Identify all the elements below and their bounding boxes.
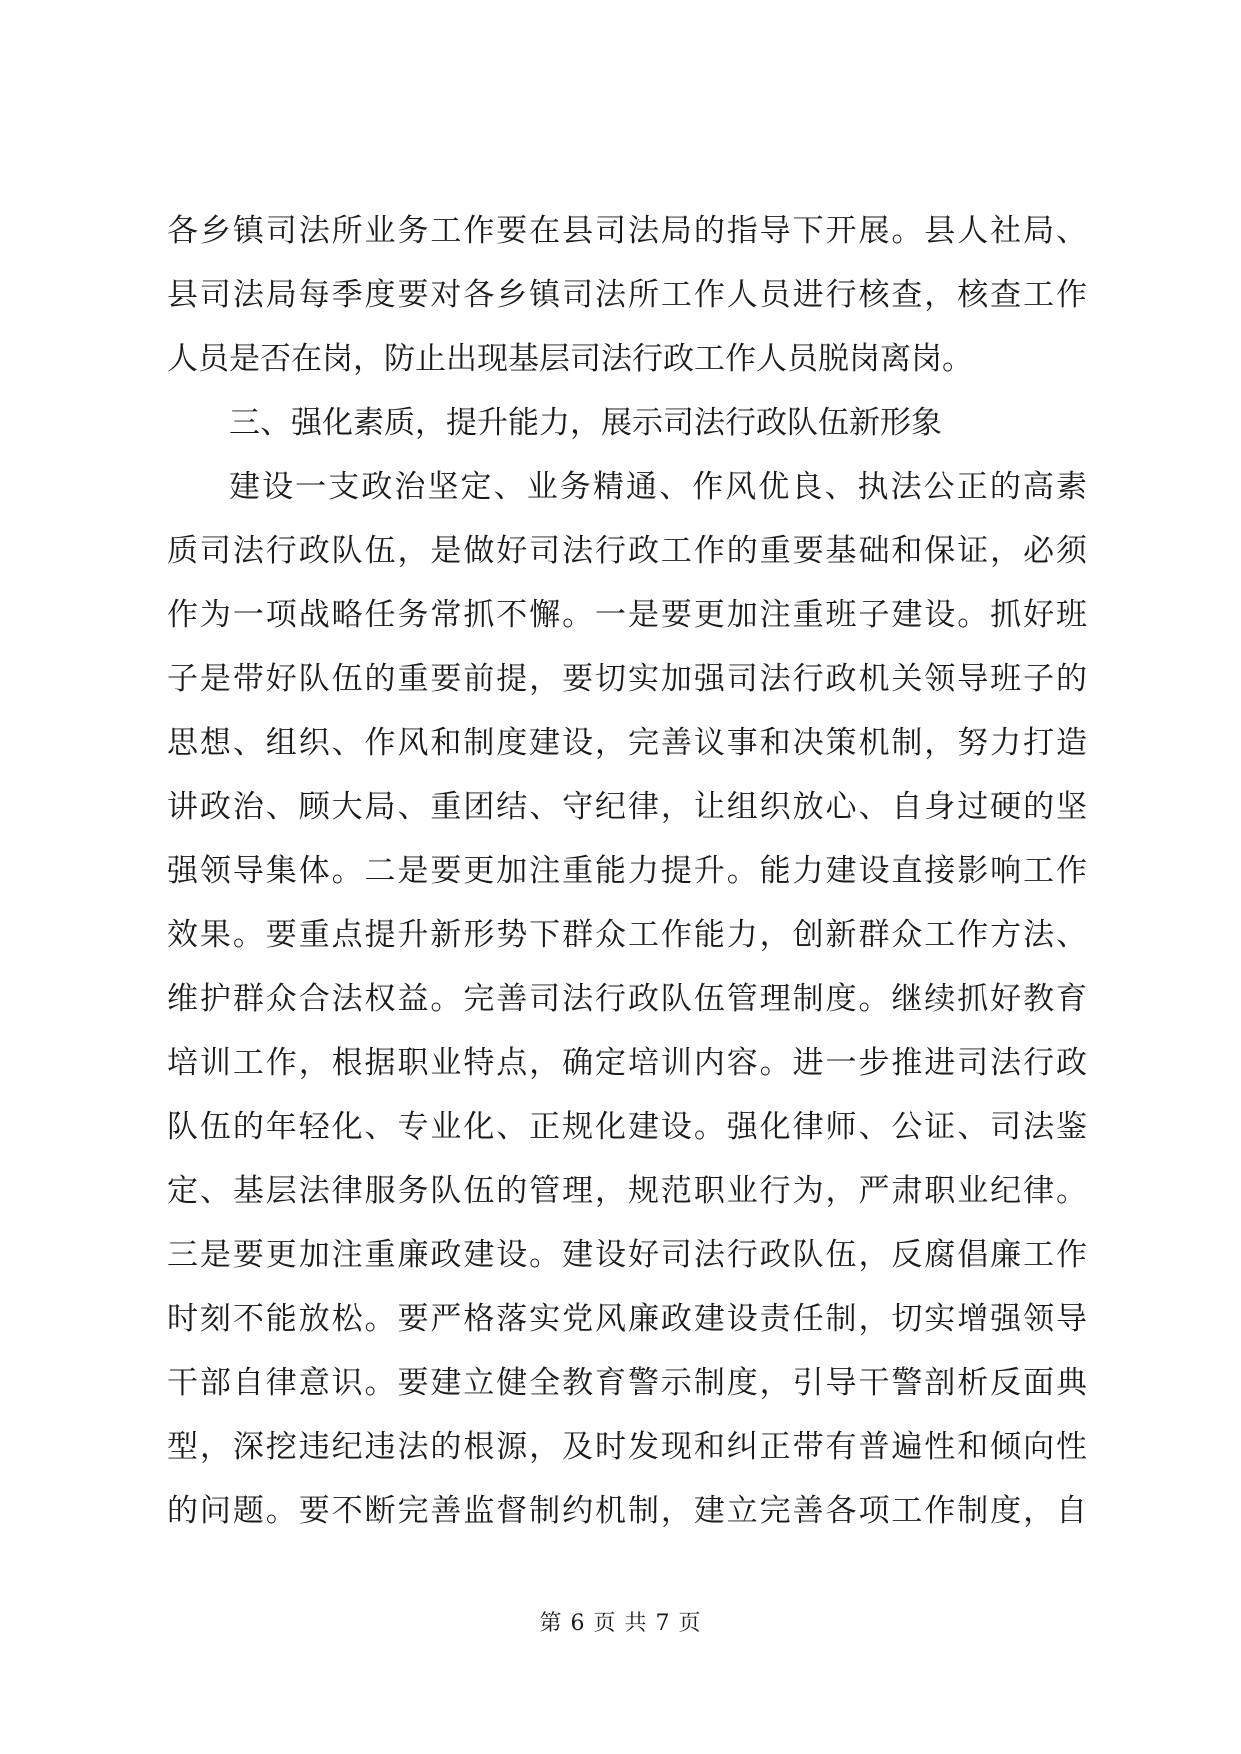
text-line: 质司法行政队伍，是做好司法行政工作的重要基础和保证，必须	[167, 533, 1087, 569]
text-line: 效果。要重点提升新形势下群众工作能力，创新群众工作方法、	[167, 917, 1087, 953]
text-line: 强领导集体。二是要更加注重能力提升。能力建设直接影响工作	[167, 853, 1087, 889]
text-line: 县司法局每季度要对各乡镇司法所工作人员进行核查，核查工作	[167, 277, 1087, 313]
text-line: 队伍的年轻化、专业化、正规化建设。强化律师、公证、司法鉴	[167, 1109, 1087, 1145]
text-line: 干部自律意识。要建立健全教育警示制度，引导干警剖析反面典	[167, 1365, 1087, 1401]
body-text	[167, 199, 1087, 1543]
page-number-footer: 第 6 页 共 7 页	[539, 1611, 702, 1636]
text-line: 人员是否在岗，防止出现基层司法行政工作人员脱岗离岗。	[167, 341, 973, 377]
text-line: 时刻不能放松。要严格落实党风廉政建设责任制，切实增强领导	[167, 1301, 1087, 1337]
text-line: 的问题。要不断完善监督制约机制，建立完善各项工作制度，自	[167, 1493, 1087, 1529]
text-line: 各乡镇司法所业务工作要在县司法局的指导下开展。县人社局、	[167, 213, 1087, 249]
text-line: 思想、组织、作风和制度建设，完善议事和决策机制，努力打造	[167, 725, 1087, 761]
text-line: 作为一项战略任务常抓不懈。一是要更加注重班子建设。抓好班	[167, 597, 1087, 633]
text-line: 子是带好队伍的重要前提，要切实加强司法行政机关领导班子的	[167, 661, 1087, 697]
text-line: 培训工作，根据职业特点，确定培训内容。进一步推进司法行政	[167, 1045, 1087, 1081]
text-line: 定、基层法律服务队伍的管理，规范职业行为，严肃职业纪律。	[167, 1173, 1087, 1209]
section-heading: 三、强化素质，提升能力，展示司法行政队伍新形象	[229, 405, 942, 441]
text-line: 三是要更加注重廉政建设。建设好司法行政队伍，反腐倡廉工作	[167, 1237, 1087, 1273]
text-line: 型，深挖违纪违法的根源，及时发现和纠正带有普遍性和倾向性	[167, 1429, 1087, 1465]
text-line: 讲政治、顾大局、重团结、守纪律，让组织放心、自身过硬的坚	[167, 789, 1087, 825]
text-line: 建设一支政治坚定、业务精通、作风优良、执法公正的高素	[229, 469, 1087, 505]
text-line: 维护群众合法权益。完善司法行政队伍管理制度。继续抓好教育	[167, 981, 1087, 1017]
